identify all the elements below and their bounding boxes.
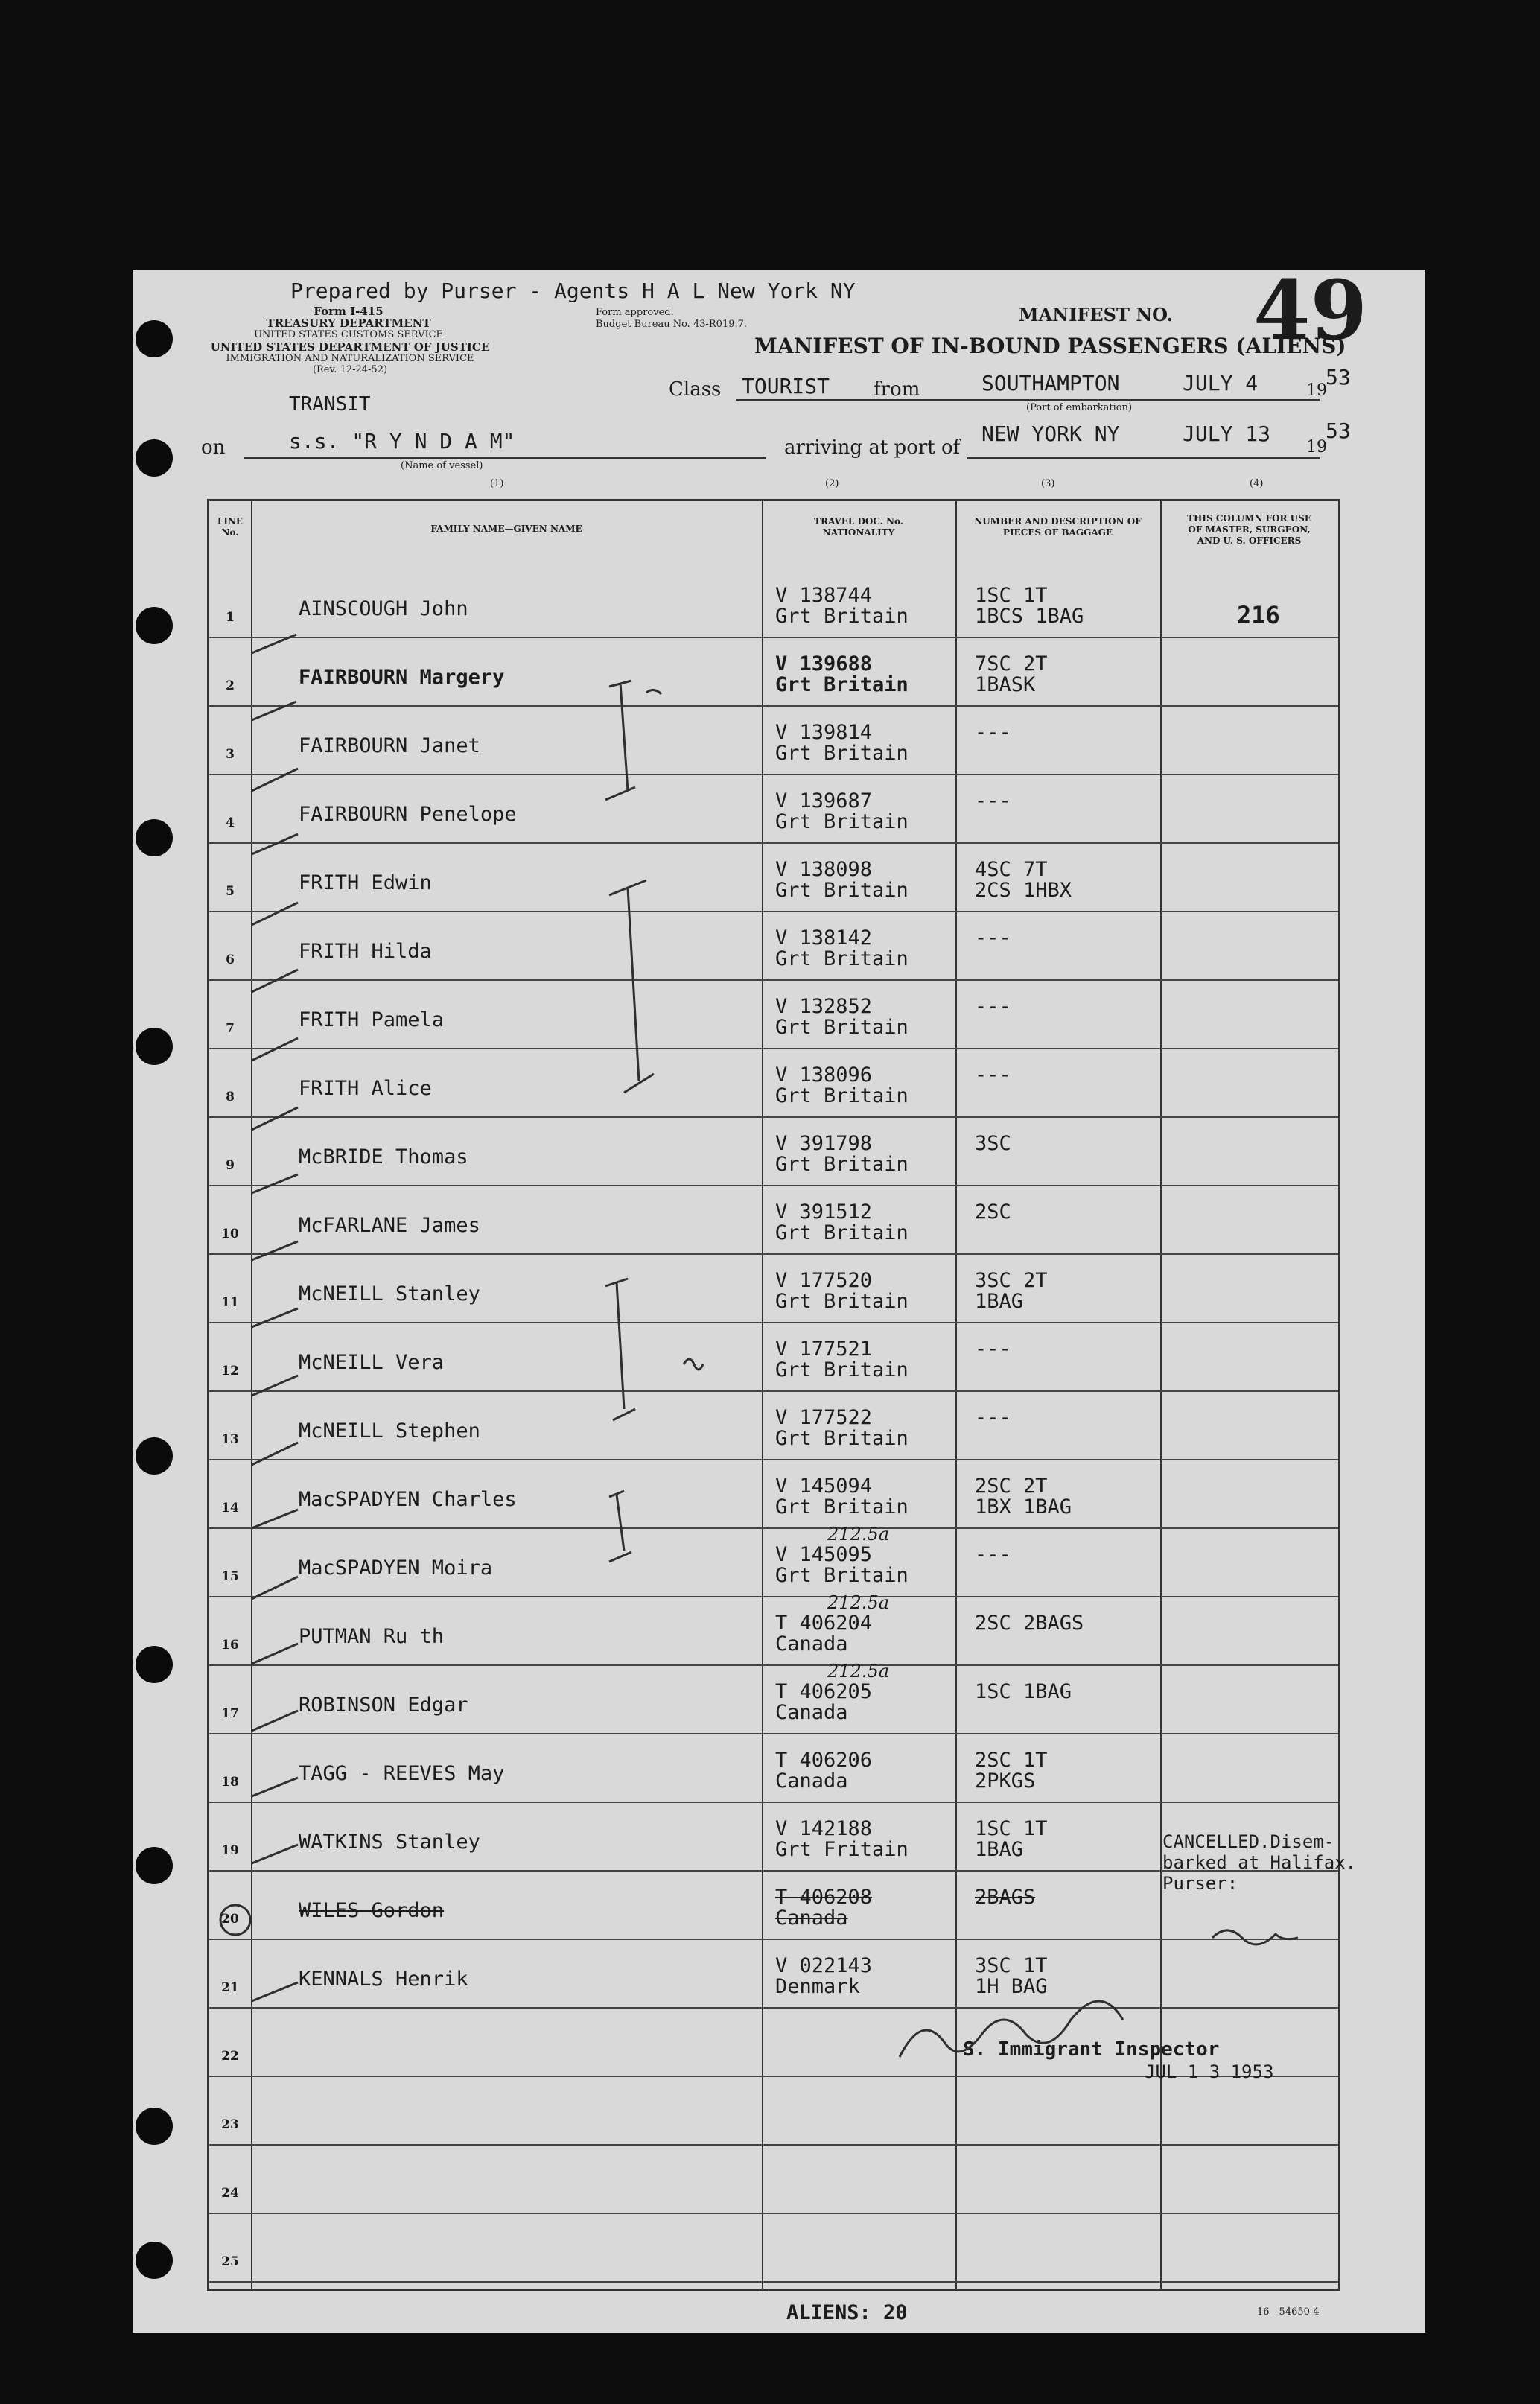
line-number: 20 xyxy=(221,1912,239,1927)
nationality: Grt Britain xyxy=(775,810,909,833)
binder-hole xyxy=(136,1437,173,1475)
binder-hole xyxy=(136,1847,173,1884)
line-number: 9 xyxy=(226,1158,235,1173)
travel-doc-number: V 138142 xyxy=(775,926,873,950)
depart-year: 53 xyxy=(1326,365,1351,389)
col-header-officers: THIS COLUMN FOR USE OF MASTER, SURGEON, AND U. S. OFFICERS xyxy=(1187,513,1311,546)
nationality: Canada xyxy=(775,1769,848,1793)
from-label: from xyxy=(874,378,920,401)
line-number: 24 xyxy=(221,2186,239,2201)
baggage-line-1: --- xyxy=(975,1063,1011,1087)
nationality: Grt Britain xyxy=(775,1016,909,1039)
vessel-caption: (Name of vessel) xyxy=(401,460,483,471)
col-header-baggage: NUMBER AND DESCRIPTION OF PIECES OF BAGGAGE xyxy=(974,516,1142,538)
budget-bureau: Budget Bureau No. 43-R019.7. xyxy=(596,319,748,330)
baggage-line-1: 1SC 1T xyxy=(975,584,1048,607)
travel-doc-number: V 139814 xyxy=(775,721,873,744)
binder-hole xyxy=(136,607,173,644)
treasury-dept: TREASURY DEPARTMENT xyxy=(266,317,431,330)
transit-label: TRANSIT xyxy=(289,393,371,416)
baggage-line-1: --- xyxy=(975,1338,1011,1361)
baggage-line-1: --- xyxy=(975,995,1011,1018)
baggage-line-2: 1BAG xyxy=(975,1290,1024,1313)
nationality: Grt Britain xyxy=(775,1084,909,1107)
handwritten-note-18: 212.5a xyxy=(827,1661,890,1682)
col-number-2: (2) xyxy=(825,478,839,489)
travel-doc-number: V 391798 xyxy=(775,1132,873,1155)
baggage-line-1: 2BAGS xyxy=(975,1886,1036,1909)
binder-hole xyxy=(136,1028,173,1065)
nationality: Grt Britain xyxy=(775,947,909,970)
travel-doc-number: V 145095 xyxy=(775,1543,873,1566)
line-number: 13 xyxy=(221,1432,239,1447)
baggage-line-2: 1BX 1BAG xyxy=(975,1495,1072,1519)
baggage-line-2: 2CS 1HBX xyxy=(975,879,1072,902)
passenger-name: FAIRBOURN Janet xyxy=(299,734,480,757)
baggage-line-1: --- xyxy=(975,926,1011,950)
justice-dept: UNITED STATES DEPARTMENT OF JUSTICE xyxy=(210,340,490,354)
travel-doc-number: V 022143 xyxy=(775,1954,873,1977)
manifest-no-label: MANIFEST NO. xyxy=(1019,304,1174,325)
binder-hole xyxy=(136,2242,173,2279)
line-number: 5 xyxy=(226,884,235,899)
line-number: 11 xyxy=(221,1295,239,1310)
baggage-line-1: 2SC 2T xyxy=(975,1475,1048,1498)
arriving-label: arriving at port of xyxy=(784,436,961,459)
nationality: Grt Britain xyxy=(775,605,909,628)
prepared-by-line: Prepared by Purser - Agents H A L New York NY xyxy=(290,279,856,303)
line-number: 14 xyxy=(221,1501,239,1516)
manifest-page xyxy=(133,262,1425,2333)
passenger-name: FRITH Pamela xyxy=(299,1008,445,1031)
travel-doc-number: T 406204 xyxy=(775,1612,873,1635)
passenger-name: FRITH Edwin xyxy=(299,871,432,894)
baggage-line-1: 4SC 7T xyxy=(975,858,1048,881)
passenger-name: McFARLANE James xyxy=(299,1214,480,1237)
stamp-date: JUL 1 3 1953 xyxy=(1145,2061,1274,2082)
ins-service: IMMIGRATION AND NATURALIZATION SERVICE xyxy=(226,353,474,364)
travel-doc-number: V 138098 xyxy=(775,858,873,881)
baggage-line-1: 2SC 2BAGS xyxy=(975,1612,1084,1635)
cancelled-note-line2: barked at Halifax. xyxy=(1162,1852,1357,1873)
passenger-name: MacSPADYEN Moira xyxy=(299,1556,493,1580)
line-number: 6 xyxy=(226,953,235,967)
nationality: Grt Britain xyxy=(775,1290,909,1313)
travel-doc-number: V 177520 xyxy=(775,1269,873,1292)
form-code: 16—54650-4 xyxy=(1257,2306,1320,2318)
passenger-name: AINSCOUGH John xyxy=(299,597,468,620)
travel-doc-number: V 177522 xyxy=(775,1406,873,1429)
baggage-line-2: 1H BAG xyxy=(975,1975,1048,1998)
passenger-name: McNEILL Stanley xyxy=(299,1282,480,1306)
binder-hole xyxy=(136,439,173,477)
form-revision: (Rev. 12-24-52) xyxy=(312,364,388,375)
nationality: Grt Britain xyxy=(775,1495,909,1519)
line-number: 8 xyxy=(226,1090,235,1104)
col-number-3: (3) xyxy=(1041,478,1055,489)
passenger-name: WILES Gordon xyxy=(299,1899,445,1922)
passenger-name: WATKINS Stanley xyxy=(299,1831,480,1854)
nationality: Grt Britain xyxy=(775,742,909,765)
baggage-line-1: 2SC 1T xyxy=(975,1749,1048,1772)
binder-hole xyxy=(136,819,173,856)
on-label: on xyxy=(201,436,226,459)
travel-doc-number: V 139688 xyxy=(775,652,873,675)
cancelled-note-line3: Purser: xyxy=(1162,1873,1238,1894)
handwritten-note-16: 212.5a xyxy=(827,1524,890,1545)
class-value: TOURIST xyxy=(742,374,830,398)
baggage-line-1: 1SC 1BAG xyxy=(975,1680,1072,1703)
manifest-number: 49 xyxy=(1253,262,1368,358)
travel-doc-number: V 142188 xyxy=(775,1817,873,1840)
col-number-1: (1) xyxy=(490,478,504,489)
nationality: Grt Fritain xyxy=(775,1838,909,1861)
line-number: 21 xyxy=(221,1980,239,1995)
nationality: Grt Britain xyxy=(775,1221,909,1244)
pencil-marks xyxy=(133,262,1425,2333)
col-header-name: FAMILY NAME—GIVEN NAME xyxy=(430,524,582,534)
line-number: 23 xyxy=(221,2117,239,2132)
passenger-name: TAGG - REEVES May xyxy=(299,1762,505,1785)
travel-doc-number: V 138744 xyxy=(775,584,873,607)
vessel-name: s.s. "R Y N D A M" xyxy=(289,429,515,454)
passenger-name: PUTMAN Ru th xyxy=(299,1625,445,1648)
baggage-line-1: 3SC xyxy=(975,1132,1011,1155)
travel-doc-number: V 138096 xyxy=(775,1063,873,1087)
port-embark-caption: (Port of embarkation) xyxy=(1026,402,1133,413)
passenger-name: FAIRBOURN Margery xyxy=(299,666,505,689)
passenger-name: McBRIDE Thomas xyxy=(299,1145,468,1168)
nationality: Canada xyxy=(775,1632,848,1656)
nationality: Denmark xyxy=(775,1975,860,1998)
line-number: 15 xyxy=(221,1569,239,1584)
line-number: 2 xyxy=(226,678,235,693)
arrival-port: NEW YORK NY xyxy=(981,422,1120,446)
baggage-line-1: --- xyxy=(975,789,1011,813)
arrival-year: 53 xyxy=(1326,419,1351,443)
nationality: Canada xyxy=(775,1907,848,1930)
line-number: 22 xyxy=(221,2049,239,2064)
nationality: Grt Britain xyxy=(775,1427,909,1450)
baggage-line-1: 3SC 1T xyxy=(975,1954,1048,1977)
passenger-name: McNEILL Vera xyxy=(299,1351,445,1374)
depart-year-prefix: 19 xyxy=(1306,381,1327,400)
col-header-travel-doc: TRAVEL DOC. No. NATIONALITY xyxy=(814,516,903,538)
line-number: 12 xyxy=(221,1364,239,1379)
nationality: Grt Britain xyxy=(775,1358,909,1381)
nationality: Canada xyxy=(775,1701,848,1724)
line-number: 1 xyxy=(226,610,235,625)
baggage-line-1: --- xyxy=(975,1543,1011,1566)
col-number-4: (4) xyxy=(1250,478,1264,489)
form-approved: Form approved. xyxy=(596,307,674,318)
travel-doc-number: V 391512 xyxy=(775,1201,873,1224)
departure-date: JULY 4 xyxy=(1183,371,1259,395)
line-number: 7 xyxy=(226,1021,235,1036)
binder-hole xyxy=(136,2108,173,2145)
baggage-line-1: 3SC 2T xyxy=(975,1269,1048,1292)
handwritten-note-17: 212.5a xyxy=(827,1592,890,1613)
travel-doc-number: T 406205 xyxy=(775,1680,873,1703)
baggage-line-1: --- xyxy=(975,1406,1011,1429)
aliens-total: ALIENS: 20 xyxy=(786,2301,908,2324)
line-number: 19 xyxy=(221,1843,239,1858)
passenger-name: FRITH Hilda xyxy=(299,940,432,963)
manifest-title: MANIFEST OF IN-BOUND PASSENGERS (ALIENS) xyxy=(754,334,1346,358)
baggage-line-2: 1BCS 1BAG xyxy=(975,605,1084,628)
arrival-date: JULY 13 xyxy=(1183,422,1271,446)
line-number: 3 xyxy=(226,747,235,762)
line-number: 18 xyxy=(221,1775,239,1790)
travel-doc-number: V 145094 xyxy=(775,1475,873,1498)
port-of-embarkation: SOUTHAMPTON xyxy=(981,371,1120,395)
nationality: Grt Britain xyxy=(775,879,909,902)
travel-doc-number: T 406206 xyxy=(775,1749,873,1772)
baggage-line-2: 1BAG xyxy=(975,1838,1024,1861)
line-number: 10 xyxy=(221,1227,239,1241)
form-number: Form I-415 xyxy=(314,305,384,318)
line-number: 17 xyxy=(221,1706,239,1721)
passenger-name: KENNALS Henrik xyxy=(299,1968,468,1991)
line-number: 16 xyxy=(221,1638,239,1653)
binder-hole xyxy=(136,1646,173,1683)
line-number: 25 xyxy=(221,2254,239,2269)
travel-doc-number: V 177521 xyxy=(775,1338,873,1361)
col-header-line: LINE No. xyxy=(217,516,244,538)
customs-service: UNITED STATES CUSTOMS SERVICE xyxy=(253,329,444,340)
nationality: Grt Britain xyxy=(775,1153,909,1176)
passenger-name: MacSPADYEN Charles xyxy=(299,1488,517,1511)
baggage-line-1: --- xyxy=(975,721,1011,744)
line-number: 4 xyxy=(226,815,235,830)
passenger-name: ROBINSON Edgar xyxy=(299,1694,468,1717)
travel-doc-number: V 139687 xyxy=(775,789,873,813)
arrival-year-prefix: 19 xyxy=(1306,438,1327,457)
officer-note-216: 216 xyxy=(1237,601,1280,629)
binder-hole xyxy=(136,320,173,357)
cancelled-note-line1: CANCELLED.Disem- xyxy=(1162,1831,1335,1852)
nationality: Grt Britain xyxy=(775,673,909,696)
inspector-stamp: S. Immigrant Inspector xyxy=(963,2038,1220,2061)
travel-doc-number: V 132852 xyxy=(775,995,873,1018)
baggage-line-1: 1SC 1T xyxy=(975,1817,1048,1840)
class-label: Class xyxy=(669,378,722,401)
nationality: Grt Britain xyxy=(775,1564,909,1587)
passenger-name: McNEILL Stephen xyxy=(299,1419,480,1443)
baggage-line-2: 1BASK xyxy=(975,673,1036,696)
travel-doc-number: T 406208 xyxy=(775,1886,873,1909)
baggage-line-1: 7SC 2T xyxy=(975,652,1048,675)
baggage-line-1: 2SC xyxy=(975,1201,1011,1224)
passenger-name: FAIRBOURN Penelope xyxy=(299,803,517,826)
baggage-line-2: 2PKGS xyxy=(975,1769,1036,1793)
passenger-name: FRITH Alice xyxy=(299,1077,432,1100)
